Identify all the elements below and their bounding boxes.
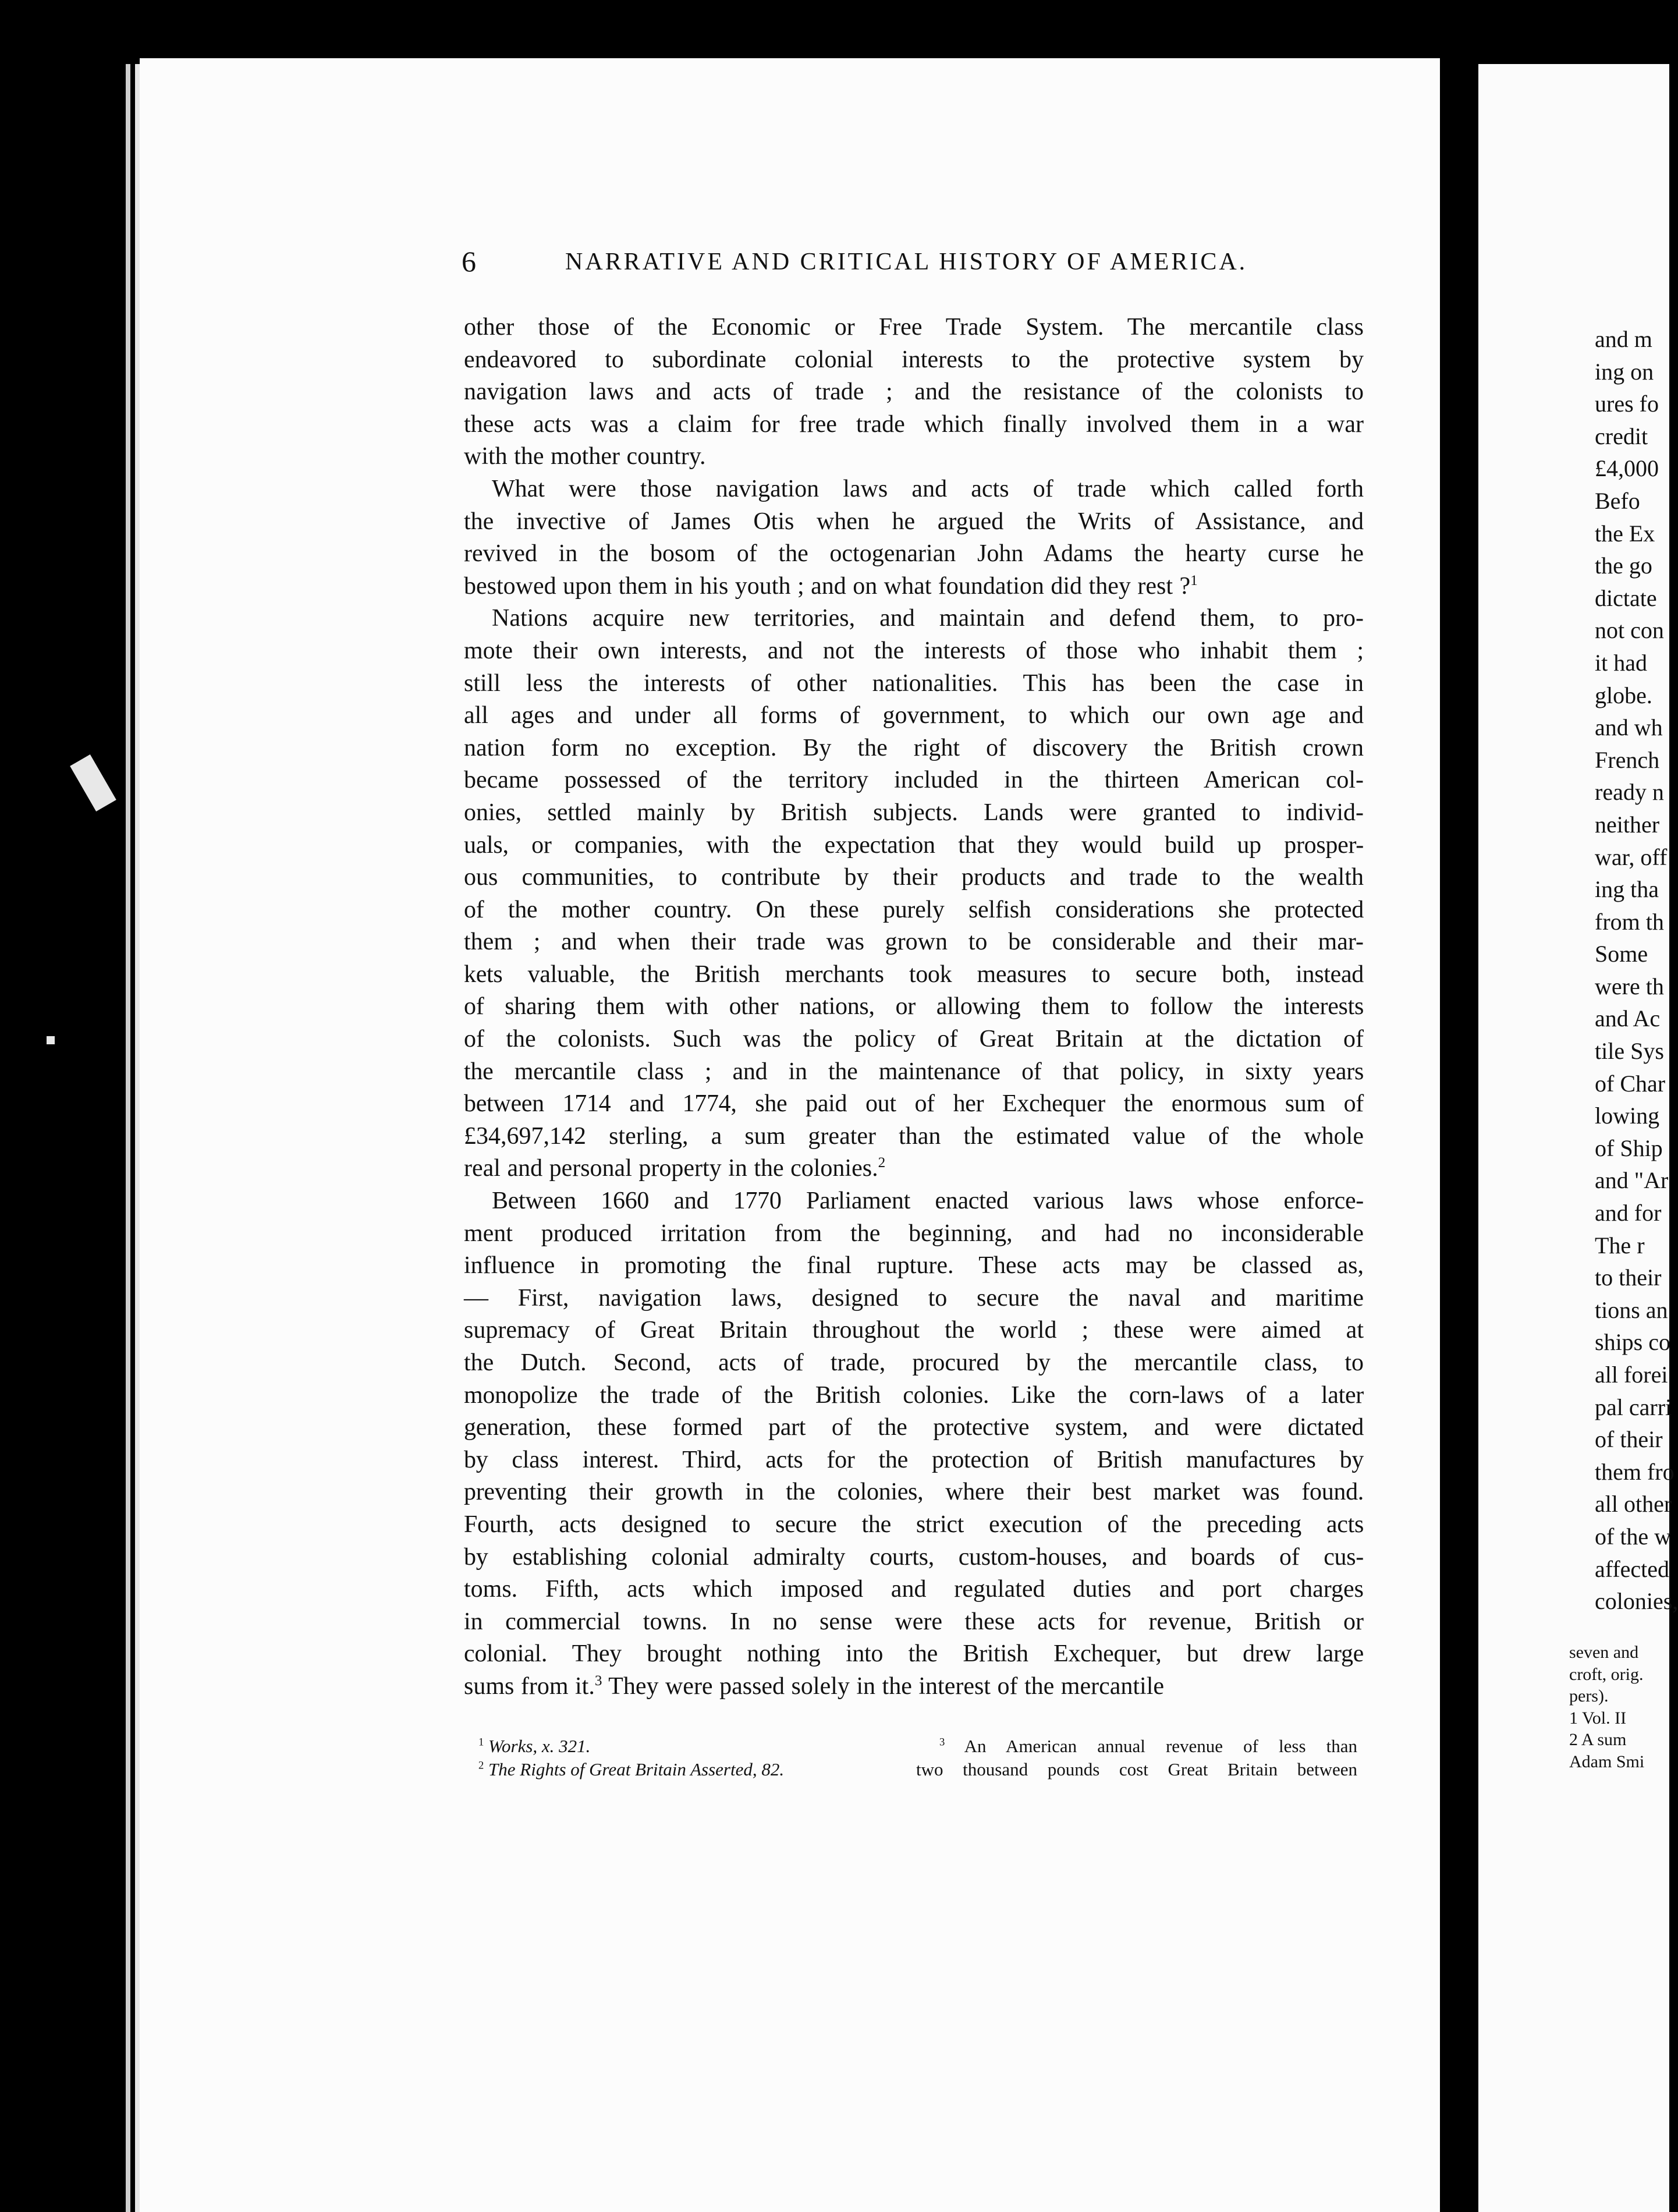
text-line: the invective of James Otis when he argued the Writs of Assistance, and	[464, 508, 1364, 535]
right-text-line: colonies,	[1595, 1588, 1678, 1615]
footnote-number: 1	[478, 1736, 484, 1749]
right-footnote-line: 1 Vol. II	[1569, 1708, 1627, 1728]
text-line: all ages and under all forms of government, to which our own age and	[464, 702, 1364, 729]
right-text-line: affected	[1595, 1555, 1670, 1582]
right-text-line: tions an	[1595, 1296, 1668, 1323]
text-line	[464, 1671, 1364, 1703]
right-text-line: dictate	[1595, 584, 1657, 611]
right-footnote-line: seven and	[1569, 1643, 1639, 1662]
text-line: uals, or companies, with the expectation that they would build up prosper-	[464, 831, 1364, 859]
text-line: What were those navigation laws and acts of trade which called forth	[492, 475, 1364, 502]
text-line: Fourth, acts designed to secure the strict execution of the preceding acts	[464, 1511, 1364, 1538]
text-line-content: real and personal property in the colonies.	[464, 1155, 878, 1182]
text-line: between 1714 and 1774, she paid out of her Exchequer the enormous sum of	[464, 1090, 1364, 1118]
text-line-part: They were passed solely in the interest of the mercantile	[602, 1672, 1164, 1700]
right-text-line: from th	[1595, 908, 1664, 935]
right-text-line: war, off	[1595, 843, 1668, 870]
footnote	[916, 1735, 1357, 1758]
right-text-line: all other	[1595, 1491, 1672, 1518]
right-text-line: £4,000	[1595, 455, 1659, 482]
right-text-line: the go	[1595, 552, 1652, 579]
text-line: revived in the bosom of the octogenarian John Adams the hearty curse he	[464, 540, 1364, 568]
text-line: colonial. They brought nothing into the British Exchequer, but drew large	[464, 1640, 1364, 1668]
text-line: kets valuable, the British merchants took measures to secure both, instead	[464, 960, 1364, 988]
text-line: navigation laws and acts of trade ; and the resistance of the colonists to	[464, 378, 1364, 406]
footnotes-left	[478, 1735, 886, 1781]
text-line: influence in promoting the final rupture. These acts may be classed as,	[464, 1252, 1364, 1279]
right-text-line: of their	[1595, 1426, 1663, 1453]
text-line: monopolize the trade of the British colonies. Like the corn-laws of a later	[464, 1381, 1364, 1409]
right-page-footnotes	[1569, 1642, 1644, 1773]
text-line: nation form no exception. By the right of discovery the British crown	[464, 734, 1364, 761]
right-text-line: lowing	[1595, 1103, 1660, 1129]
text-line: preventing their growth in the colonies, where their best market was found.	[464, 1479, 1364, 1506]
right-text-line: and Ac	[1595, 1005, 1661, 1032]
text-line: other those of the Economic or Free Trade System. The mercantile class	[464, 314, 1364, 341]
dust-speck	[70, 754, 116, 811]
right-text-line: them fro	[1595, 1458, 1675, 1485]
text-line: by class interest. Third, acts for the protection of British manufactures by	[464, 1446, 1364, 1473]
right-footnote-line: Adam Smi	[1569, 1752, 1645, 1771]
footnotes-right	[916, 1735, 1357, 1781]
right-text-line: ures fo	[1595, 391, 1659, 417]
text-line-part: sums from it.	[464, 1672, 595, 1700]
footnote	[478, 1735, 886, 1758]
right-footnote-line: pers).	[1569, 1686, 1609, 1706]
text-line: of the mother country. On these purely selfish considerations she protected	[464, 896, 1364, 923]
right-text-line: not con	[1595, 617, 1664, 644]
right-text-line: the Ex	[1595, 520, 1655, 547]
text-line: them ; and when their trade was grown to be considerable and their mar-	[464, 928, 1364, 956]
right-text-line: ready n	[1595, 779, 1664, 806]
right-footnote-line: 2 A sum	[1569, 1730, 1627, 1749]
right-text-line: to their	[1595, 1264, 1662, 1291]
text-line: endeavored to subordinate colonial interests to the protective system by	[464, 346, 1364, 373]
body-text	[464, 311, 1364, 1703]
right-text-line: pal carri	[1595, 1394, 1672, 1420]
page-number: 6	[462, 245, 476, 278]
footnote-marker: 2	[878, 1155, 886, 1171]
text-line: of the colonists. Such was the policy of Great Britain at the dictation of	[464, 1026, 1364, 1053]
right-text-line: credit	[1595, 423, 1648, 449]
right-text-line: Befo	[1595, 487, 1640, 514]
right-text-line: globe.	[1595, 682, 1652, 708]
right-footnote-line: croft, orig.	[1569, 1664, 1644, 1684]
running-head	[462, 244, 1358, 285]
text-line: of sharing them with other nations, or allowing them to follow the interests	[464, 993, 1364, 1020]
text-line: onies, settled mainly by British subjects. Lands were granted to individ-	[464, 799, 1364, 826]
text-line: ment produced irritation from the beginning, and had no inconsiderable	[464, 1220, 1364, 1247]
text-line: £34,697,142 sterling, a sum greater than the estimated value of the whole	[464, 1122, 1364, 1150]
text-line: Nations acquire new territories, and maintain and defend them, to pro-	[492, 605, 1364, 632]
text-line: with the mother country.	[464, 443, 706, 470]
footnote-text: Works, x. 321.	[488, 1736, 591, 1756]
text-line: in commercial towns. In no sense were these acts for revenue, British or	[464, 1608, 1364, 1635]
footnote-continuation: two thousand pounds cost Great Britain between	[916, 1759, 1357, 1779]
footnote-number: 2	[478, 1759, 484, 1772]
right-text-line: French	[1595, 746, 1660, 773]
text-line: the mercantile class ; and in the maintenance of that policy, in sixty years	[464, 1058, 1364, 1085]
footnote-text: The Rights of Great Britain Asserted, 82.	[488, 1759, 785, 1779]
text-line: these acts was a claim for free trade which finally involved them in a war	[464, 410, 1364, 438]
text-line: by establishing colonial admiralty courts, custom-houses, and boards of cus-	[464, 1543, 1364, 1571]
footnote-marker: 1	[1190, 572, 1198, 589]
text-line: mote their own interests, and not the interests of those who inhabit them ;	[464, 637, 1364, 664]
right-text-line: The r	[1595, 1232, 1645, 1259]
right-text-line: and m	[1595, 326, 1652, 352]
right-text-line: Some	[1595, 941, 1648, 967]
text-line	[464, 570, 1364, 603]
page-edge	[126, 64, 130, 2212]
text-line	[464, 1153, 1364, 1185]
text-line: Between 1660 and 1770 Parliament enacted various laws whose enforce-	[492, 1187, 1364, 1215]
right-text-line: and for	[1595, 1200, 1662, 1226]
right-text-line: ships co	[1595, 1329, 1670, 1356]
right-page-text	[1595, 323, 1676, 1618]
text-line: ous communities, to contribute by their products and trade to the wealth	[464, 864, 1364, 891]
page-edge	[135, 64, 140, 2212]
right-text-line: of Ship	[1595, 1135, 1663, 1161]
right-text-line: tile Sys	[1595, 1038, 1664, 1065]
footnote-number: 3	[939, 1736, 945, 1749]
text-line: generation, these formed part of the protective system, and were dictated	[464, 1414, 1364, 1441]
text-line: the Dutch. Second, acts of trade, procured by the mercantile class, to	[464, 1349, 1364, 1376]
right-text-line: all forei	[1595, 1362, 1668, 1388]
right-text-line: ing tha	[1595, 876, 1659, 903]
footnote	[478, 1758, 886, 1781]
text-line: — First, navigation laws, designed to secure the naval and maritime	[464, 1284, 1364, 1311]
text-line: still less the interests of other nationalities. This has been the case in	[464, 669, 1364, 697]
right-text-line: were th	[1595, 973, 1664, 999]
footnote-text: An American annual revenue of less than	[964, 1736, 1357, 1756]
text-line: became possessed of the territory included in the thirteen American col-	[464, 767, 1364, 794]
right-text-line: and wh	[1595, 714, 1663, 741]
dust-speck	[47, 1036, 55, 1044]
right-text-line: ing on	[1595, 358, 1654, 385]
right-text-line: it had	[1595, 649, 1647, 676]
text-line-content: bestowed upon them in his youth ; and on what foundation did they rest ?	[464, 572, 1191, 600]
right-text-line: neither	[1595, 811, 1660, 838]
footnote-marker: 3	[594, 1672, 602, 1689]
text-line: toms. Fifth, acts which imposed and regulated duties and port charges	[464, 1576, 1364, 1603]
right-text-line: of Char	[1595, 1070, 1666, 1097]
text-line-content	[464, 1673, 1164, 1700]
text-line: supremacy of Great Britain throughout the world ; these were aimed at	[464, 1317, 1364, 1344]
right-text-line: and "Ar	[1595, 1167, 1669, 1194]
running-head-title: NARRATIVE AND CRITICAL HISTORY OF AMERICA.	[565, 249, 1248, 275]
right-text-line: of the w	[1595, 1523, 1672, 1550]
